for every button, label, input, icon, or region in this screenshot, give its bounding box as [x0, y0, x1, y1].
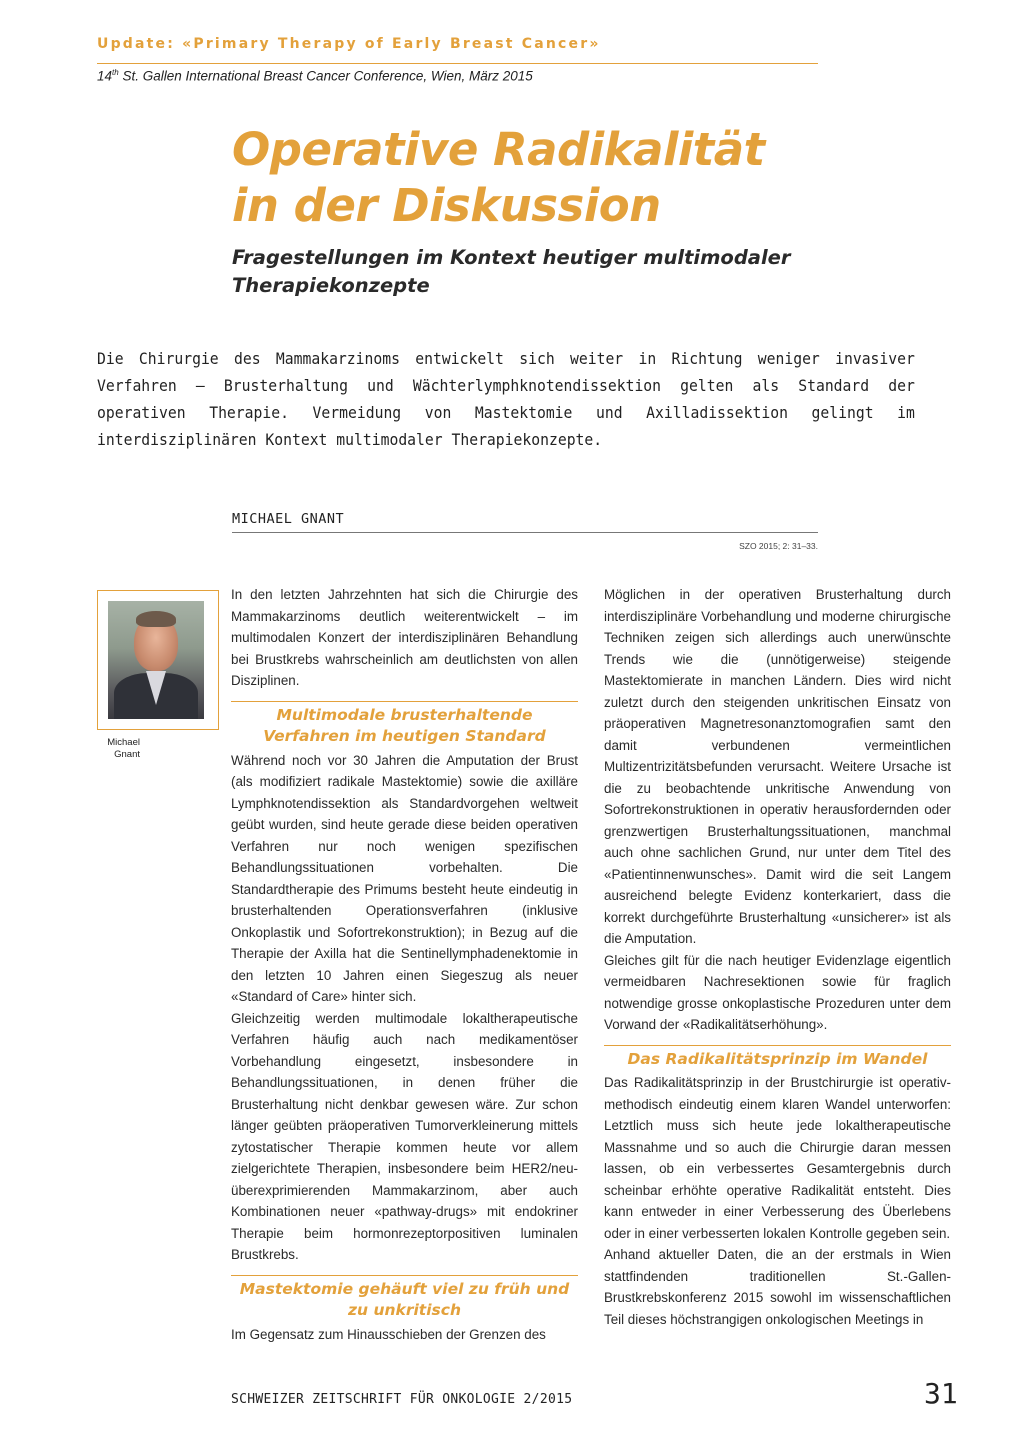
photo-caption-line-2: Gnant — [114, 749, 140, 760]
section-divider — [231, 701, 578, 702]
conference-ordinal-suffix: th — [112, 68, 119, 77]
conference-line — [97, 68, 533, 84]
photo-caption-line-1: Michael — [107, 737, 140, 748]
page-number: 31 — [924, 1377, 958, 1410]
body-paragraph: Gleiches gilt für die nach heutiger Evidenzlage eigentlich vermeidbaren Nachresektionen sowie für fraglich notwendige grosse onkoplastische Prozeduren unter dem Vorwand der «Radikalitätserhöhung». — [604, 952, 951, 1032]
body-paragraph: Möglichen in der operativen Brusterhaltung durch interdisziplinäre Vorbehandlung und moderne chirurgische Techniken zeigen sich allerdings auch unerwünschte Trends wie die (unnötigerweise) steigende Mastektomierate in manchen Ländern. Dies wird nicht zuletzt durch den steigenden unkritischen Einsatz von präoperativen Magnetresonanztomografien samt den damit verbundenen vermeintlichen Multizentrizitätsbefunden verursacht. Weitere Ursache ist die zu beobachtende unkritische Anwendung von Sofortrekonstruktionen in operativ herausfordernden oder grenzwertigen Brusterhaltungssituationen, manchmal auch ohne sachlichen Grund, nur unter dem Titel des «Patientinnenwunsches». Damit wird die seit Langem ausreichend belegte Evidenz konterkariert, dass die korrekt durchgeführte Brusterhaltung «unsicherer» ist als die Amputation. — [604, 587, 951, 946]
section-heading: Multimodale brusterhaltende Verfahren im heutigen Standard — [263, 705, 546, 745]
section-divider — [231, 1275, 578, 1276]
body-column-1 — [231, 584, 578, 1345]
article-title-line-1: Operative Radikalität — [232, 123, 765, 176]
article-subtitle — [232, 244, 790, 300]
body-paragraph: Anhand aktueller Daten, die an der erstmals in Wien stattfindenden traditionellen St.-Gallen-Brustkrebskonferenz 2015 sowohl im wissenschaftlichen Teil dieses höchstrangigen onkologischen Meetings in — [604, 1247, 951, 1327]
header-divider — [97, 63, 818, 64]
section-divider — [604, 1045, 951, 1046]
photo-hair — [136, 611, 176, 627]
body-column-2 — [604, 584, 951, 1330]
author-photo — [108, 601, 204, 719]
body-paragraph: In den letzten Jahrzehnten hat sich die Chirurgie des Mammakarzinoms deutlich weiterentwickelt – im multimodalen Konzert der interdisziplinären Behandlung bei Brustkrebs wahrscheinlich am deutlichsten von allen Disziplinen. — [231, 587, 578, 688]
article-title — [232, 122, 765, 234]
body-paragraph: Im Gegensatz zum Hinausschieben der Grenzen des — [231, 1326, 546, 1342]
photo-caption — [97, 737, 140, 761]
author-divider — [232, 532, 818, 533]
lead-paragraph: Die Chirurgie des Mammakarzinoms entwickelt sich weiter in Richtung weniger invasiver Verfahren – Brusterhaltung und Wächterlymphknotendissektion gelten als Standard der operativen Therapie. Vermeidung von Mastektomie und Axilladissektion gelingt im interdisziplinären Kontext multimodaler Therapiekonzepte. — [97, 349, 915, 449]
citation: SZO 2015; 2: 31–33. — [739, 541, 818, 551]
author-name: MICHAEL GNANT — [232, 511, 345, 527]
body-paragraph: Während noch vor 30 Jahren die Amputation der Brust (als modifiziert radikale Mastektomie) sowie die axilläre Lymphknotendissektion als Standardvorgehen weltweit geübt wurden, sind heute gerade diese beiden operativen Verfahren nur noch wenigen spezifischen Behandlungssituationen vorbehalten. Die Standardtherapie des Primums besteht heute eindeutig in brusterhaltenden Operationsverfahren (inklusive Onkoplastik und Sofortrekonstruktion); in Bezug auf die Therapie der Axilla hat die Sentinellymphadenektomie in den letzten 10 Jahren einen Siegeszug als neuer «Standard of Care» hinter sich. — [231, 752, 578, 1004]
body-paragraph: Gleichzeitig werden multimodale lokaltherapeutische Verfahren häufig auch nach medikamentöser Vorbehandlung eingesetzt, insbesondere in Behandlungssituationen, in denen früher die Brusterhaltung nicht denkbar gewesen wäre. Zur schon länger geübten präoperativen Tumorverkleinerung mittels zytostatischer Therapie kommen heute vor allem zielgerichtete Therapien, insbesondere beim HER2/neu-überexprimierenden Mammakarzinom, aber auch Kombinationen neuer «pathway-drugs» mit endokriner Therapie beim hormonrezeptorpositiven luminalen Brustkrebs. — [231, 1010, 578, 1262]
article-title-line-2: in der Diskussion — [232, 179, 661, 232]
section-heading: Das Radikalitätsprinzip im Wandel — [627, 1049, 928, 1068]
article-subtitle-line-2: Therapiekonzepte — [232, 274, 430, 297]
body-paragraph: Das Radikalitätsprinzip in der Brustchirurgie ist operativ-methodisch eindeutig einem klaren Wandel unterworfen: Letztlich muss sich heute jede lokaltherapeutische Massnahme und so auch die Chirurgie daran messen lassen, ob ein verbessertes Gesamtergebnis durch scheinbar erhöhte operative Radikalität entsteht. Dies kann entweder in einer Verbesserung des Überlebens oder in einer verbesserten lokalen Kontrolle gegeben sein. — [604, 1075, 951, 1241]
article-subtitle-line-1: Fragestellungen im Kontext heutiger multimodaler — [232, 246, 791, 269]
journal-footer: SCHWEIZER ZEITSCHRIFT FÜR ONKOLOGIE 2/2015 — [231, 1392, 573, 1407]
conference-ordinal: 14 — [97, 68, 113, 84]
series-header: Update: «Primary Therapy of Early Breast Cancer» — [97, 36, 601, 52]
section-heading: Mastektomie gehäuft viel zu früh und zu unkritisch — [239, 1279, 570, 1319]
conference-name: St. Gallen International Breast Cancer Conference, Wien, März 2015 — [118, 68, 533, 84]
